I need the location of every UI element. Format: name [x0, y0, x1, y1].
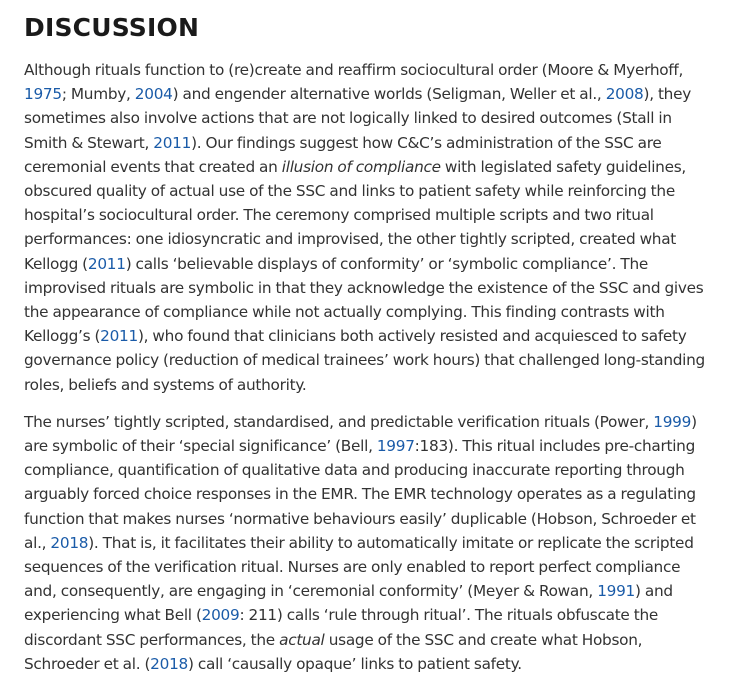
text-run: ). That is, it facilitates their ability to automatically imitate or replicate the scripted sequences of the verification ritual. Nurses are only enabled to report perfect compliance and, consequently, are engaging in ‘ceremonial conformity’ (Meyer & Rowan,: [24, 533, 694, 601]
article-body: [24, 12, 714, 689]
citation-link[interactable]: 1991: [597, 582, 636, 601]
citation-link[interactable]: 2011: [87, 254, 126, 273]
text-run: Although rituals function to (re)create and reaffirm sociocultural order (Moore & Myerhoff,: [24, 61, 684, 79]
section-heading: DISCUSSION: [24, 13, 200, 42]
emphasis-text: illusion of compliance: [281, 157, 441, 176]
citation-link[interactable]: 1975: [24, 85, 62, 104]
citation-link[interactable]: 2011: [100, 327, 138, 346]
text-run: :183). This ritual includes pre-charting compliance, quantification of qualitative data and producing inaccurate reporting through arguably forced choice responses in the EMR. The EMR technology operates as a regulating function that makes nurses ‘normative behaviours easily’ duplicable (Hobson, Schroeder et al.,: [24, 437, 696, 552]
text-run: with legislated safety guidelines, obscured quality of actual use of the SSC and links to patient safety while reinforcing the hospital’s sociocultural order. The ceremony comprised multiple scripts and two ritual performances: one idiosyncratic and improvised, the other tightly scripted, created what Kellogg (: [24, 157, 686, 273]
citation-link[interactable]: 2004: [134, 85, 173, 104]
text-run: ), they sometimes also involve actions that are not logically linked to desired outcomes (Stall in Smith & Stewart,: [24, 85, 692, 152]
text-run: ) calls ‘believable displays of conformity’ or ‘symbolic compliance’. The improvised rituals are symbolic in that they acknowledge the existence of the SSC and gives the appearance of compliance while not actually complying. This finding contrasts with Kellogg’s (: [24, 254, 704, 346]
text-run: ) and experiencing what Bell (: [24, 582, 673, 625]
citation-link[interactable]: 2011: [153, 133, 192, 152]
text-run: ). Our findings suggest how C&C’s administration of the SSC are ceremonial events that created an: [24, 133, 662, 176]
paragraph: [24, 58, 714, 397]
citation-link[interactable]: 1997: [376, 437, 415, 456]
text-run: ), who found that clinicians both actively resisted and acquiesced to safety governance policy (reduction of medical trainees’ work hours) that challenged long-standing roles, beliefs and systems of authority.: [24, 327, 705, 394]
citation-link[interactable]: 2008: [605, 85, 644, 104]
paragraph: [24, 410, 714, 676]
emphasis-text: actual: [279, 630, 325, 649]
citation-link[interactable]: 2018: [150, 654, 188, 673]
text-run: ) and engender alternative worlds (Seligman, Weller et al.,: [172, 85, 606, 104]
citation-link[interactable]: 1999: [653, 412, 692, 431]
text-run: usage of the SSC and create what Hobson, Schroeder et al. (: [24, 630, 643, 673]
text-run: ; Mumby,: [61, 85, 135, 104]
text-run: ) are symbolic of their ‘special significance’ (Bell,: [24, 412, 697, 456]
discussion-text: [24, 58, 714, 676]
citation-link[interactable]: 2009: [201, 606, 240, 625]
citation-link[interactable]: 2018: [50, 533, 89, 552]
text-run: The nurses’ tightly scripted, standardised, and predictable verification rituals (Power,: [24, 412, 654, 431]
text-run: ) call ‘causally opaque’ links to patient safety.: [187, 654, 522, 673]
text-run: : 211) calls ‘rule through ritual’. The rituals obfuscate the discordant SSC performances, the: [24, 606, 659, 649]
